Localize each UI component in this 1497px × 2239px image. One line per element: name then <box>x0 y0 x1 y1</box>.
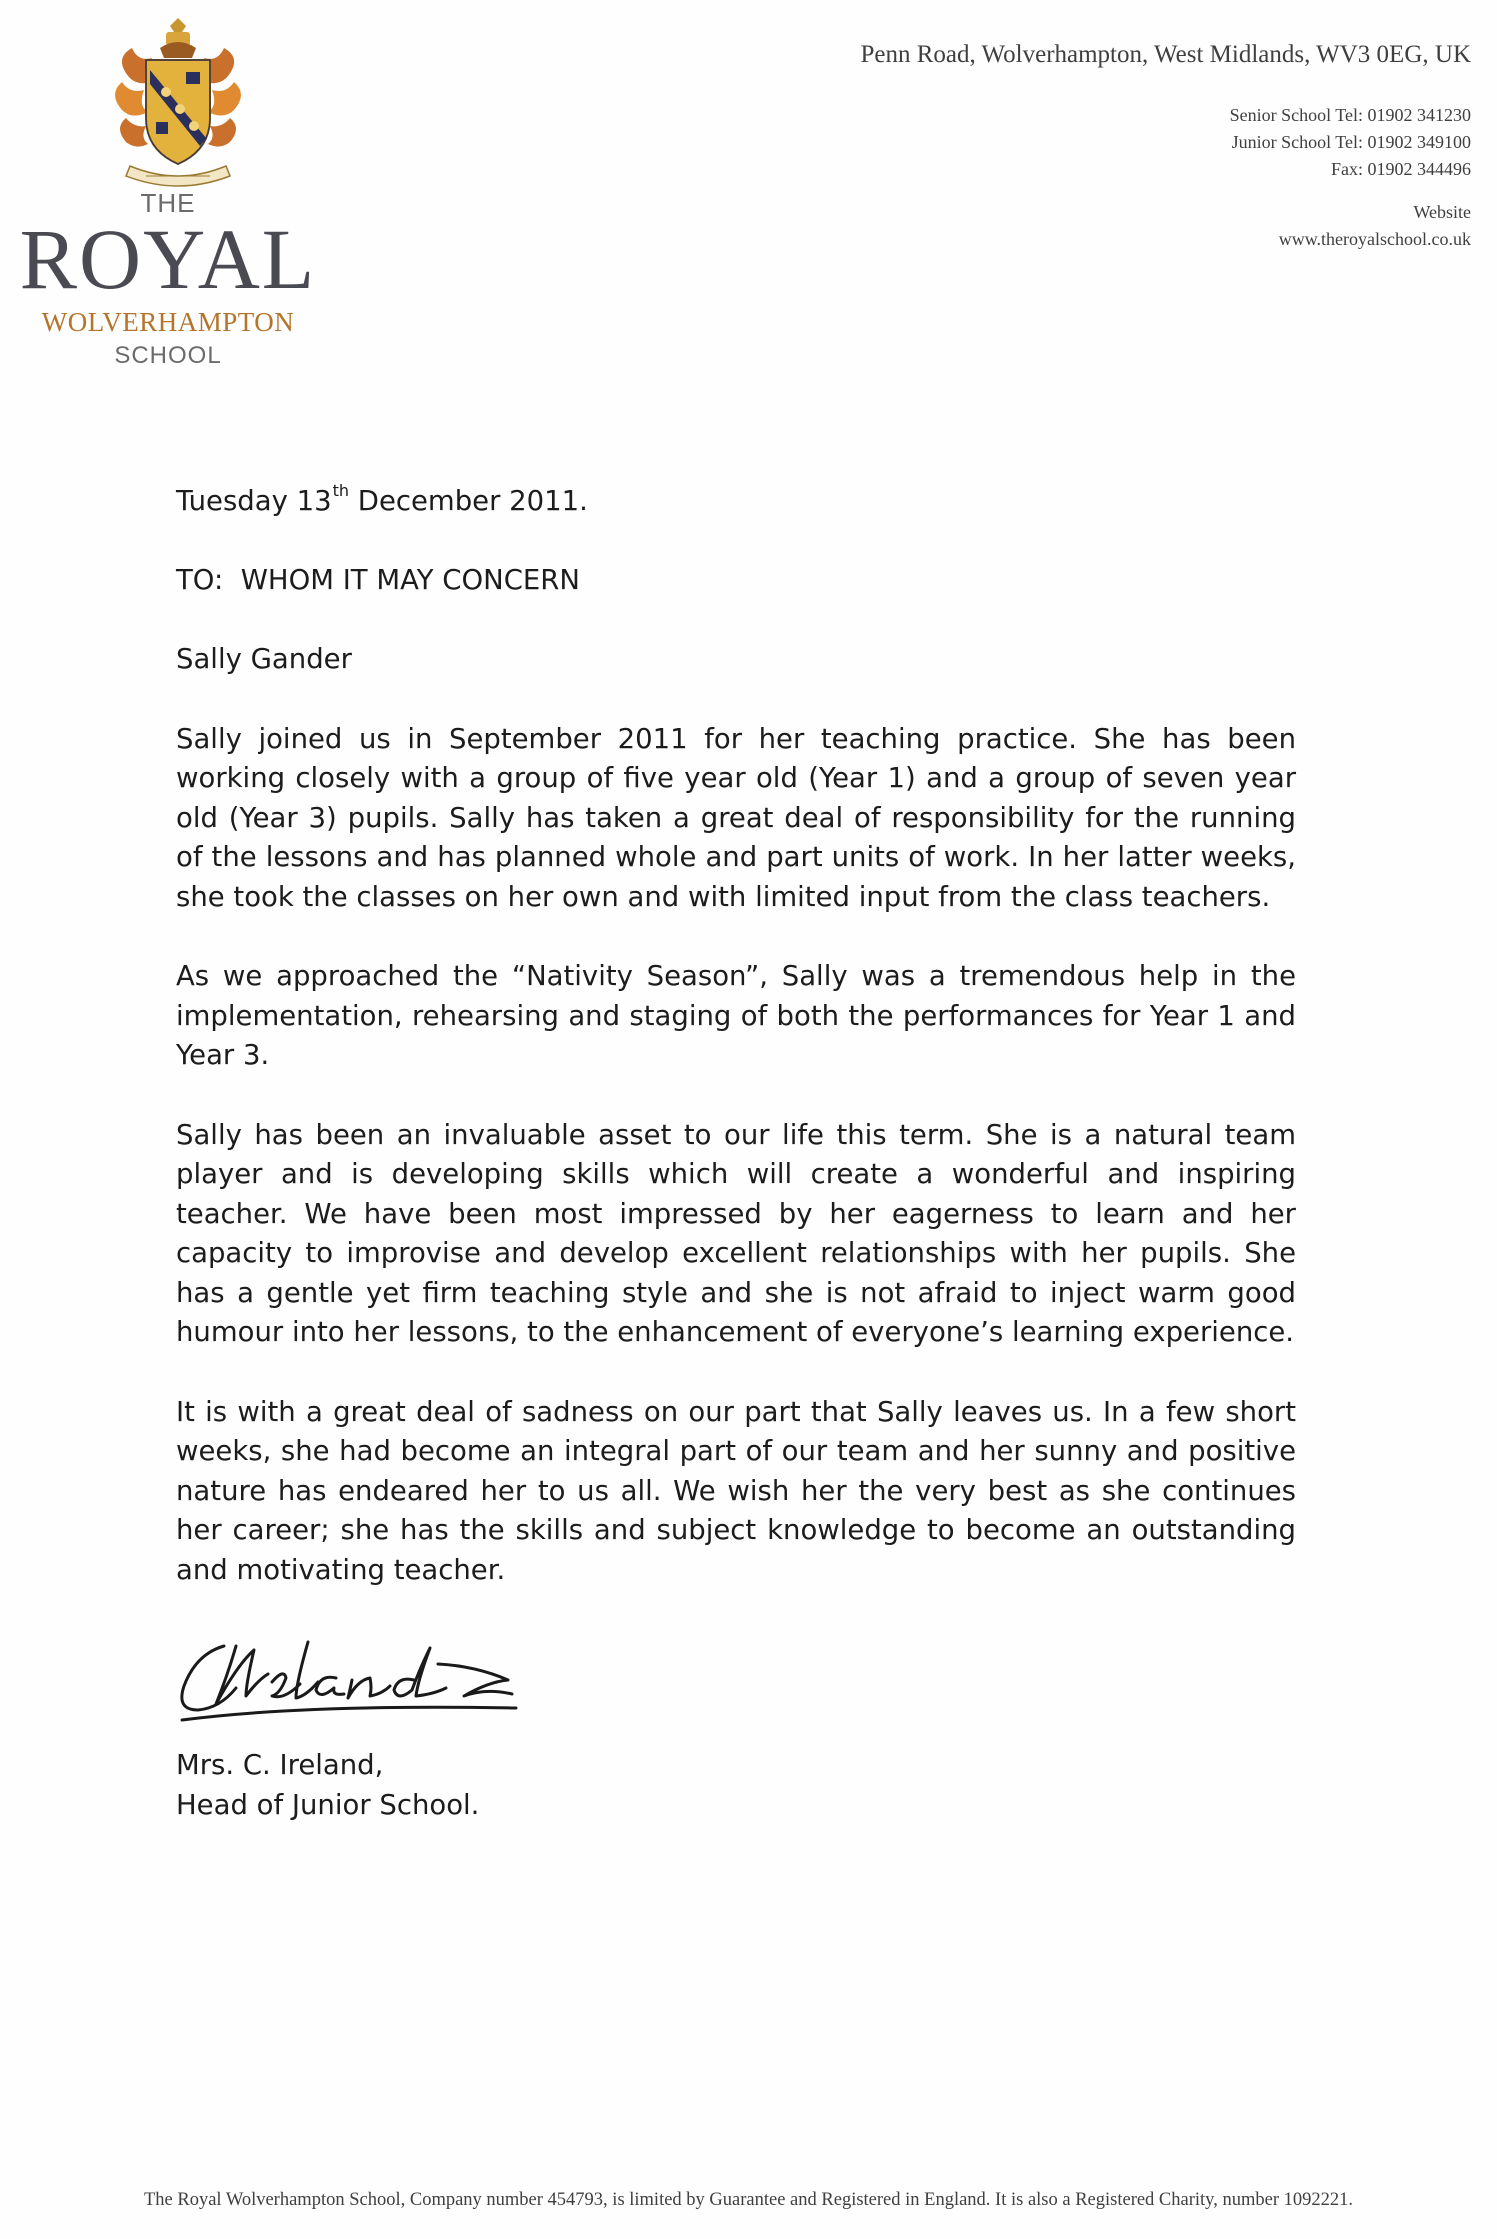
website-url: www.theroyalschool.co.uk <box>1278 229 1471 249</box>
paragraph-4: It is with a great deal of sadness on our part that Sally leaves us. In a few short weeks, she had become an integral part of our team and her sunny and positive nature has endeared her to us all. We wish her the very best as she continues her career; she has the skills and subject knowledge to become an outstanding and motivating teacher. <box>176 1395 1296 1586</box>
logo-the: THE <box>140 188 196 218</box>
letter-date <box>176 482 1296 522</box>
date-rest: December 2011. <box>349 485 588 517</box>
subject-name: Sally Gander <box>176 643 352 675</box>
paragraph-1: Sally joined us in September 2011 for her teaching practice. She has been working closely with a group of five year old (Year 1) and a group of seven year old (Year 3) pupils. Sally has taken a great deal of responsibility for the running of the lessons and has planned whole and part units of work. In her latter weeks, she took the classes on her own and with limited input from the class teachers. <box>176 722 1296 913</box>
date-day: Tuesday 13 <box>176 485 332 517</box>
junior-school-tel: Junior School Tel: 01902 349100 <box>1231 132 1471 152</box>
address-block <box>860 38 1471 253</box>
logo-wolverhampton: WOLVERHAMPTON <box>41 307 295 337</box>
senior-school-tel: Senior School Tel: 01902 341230 <box>1229 105 1471 125</box>
school-logo <box>18 18 318 369</box>
logo-school: SCHOOL <box>114 342 222 369</box>
signature <box>176 1624 536 1734</box>
sign-off <box>176 1746 479 1825</box>
logo-royal: ROYAL <box>19 211 317 307</box>
date-suffix: th <box>332 481 350 500</box>
footer-registration: The Royal Wolverhampton School, Company number 454793, is limited by Guarantee and Registered in England. It is also a Registered Charity, number 1092221. <box>143 2190 1353 2210</box>
letter-body <box>176 482 1296 1630</box>
school-crest-icon <box>108 18 248 188</box>
paragraph-2: As we approached the “Nativity Season”, Sally was a tremendous help in the implementation, rehearsing and staging of both the performances for Year 1 and Year 3. <box>176 960 1296 1071</box>
website-label: Website <box>1413 202 1471 222</box>
signatory-title: Head of Junior School. <box>176 1788 480 1821</box>
signatory-name: Mrs. C. Ireland, <box>176 1749 384 1781</box>
paragraph-3: Sally has been an invaluable asset to our life this term. She is a natural team player and is developing skills which will create a wonderful and inspiring teacher. We have been most impressed by her eagerness to learn and her capacity to improvise and develop excellent relationships with her pupils. She has a gentle yet firm teaching style and she is not afraid to inject warm good humour into her lessons, to the enhancement of everyone’s learning experience. <box>176 1118 1296 1348</box>
street-address: Penn Road, Wolverhampton, West Midlands, WV3 0EG, UK <box>860 41 1471 68</box>
fax-number: Fax: 01902 344496 <box>1330 159 1471 179</box>
recipient-line: TO: WHOM IT MAY CONCERN <box>176 563 580 596</box>
